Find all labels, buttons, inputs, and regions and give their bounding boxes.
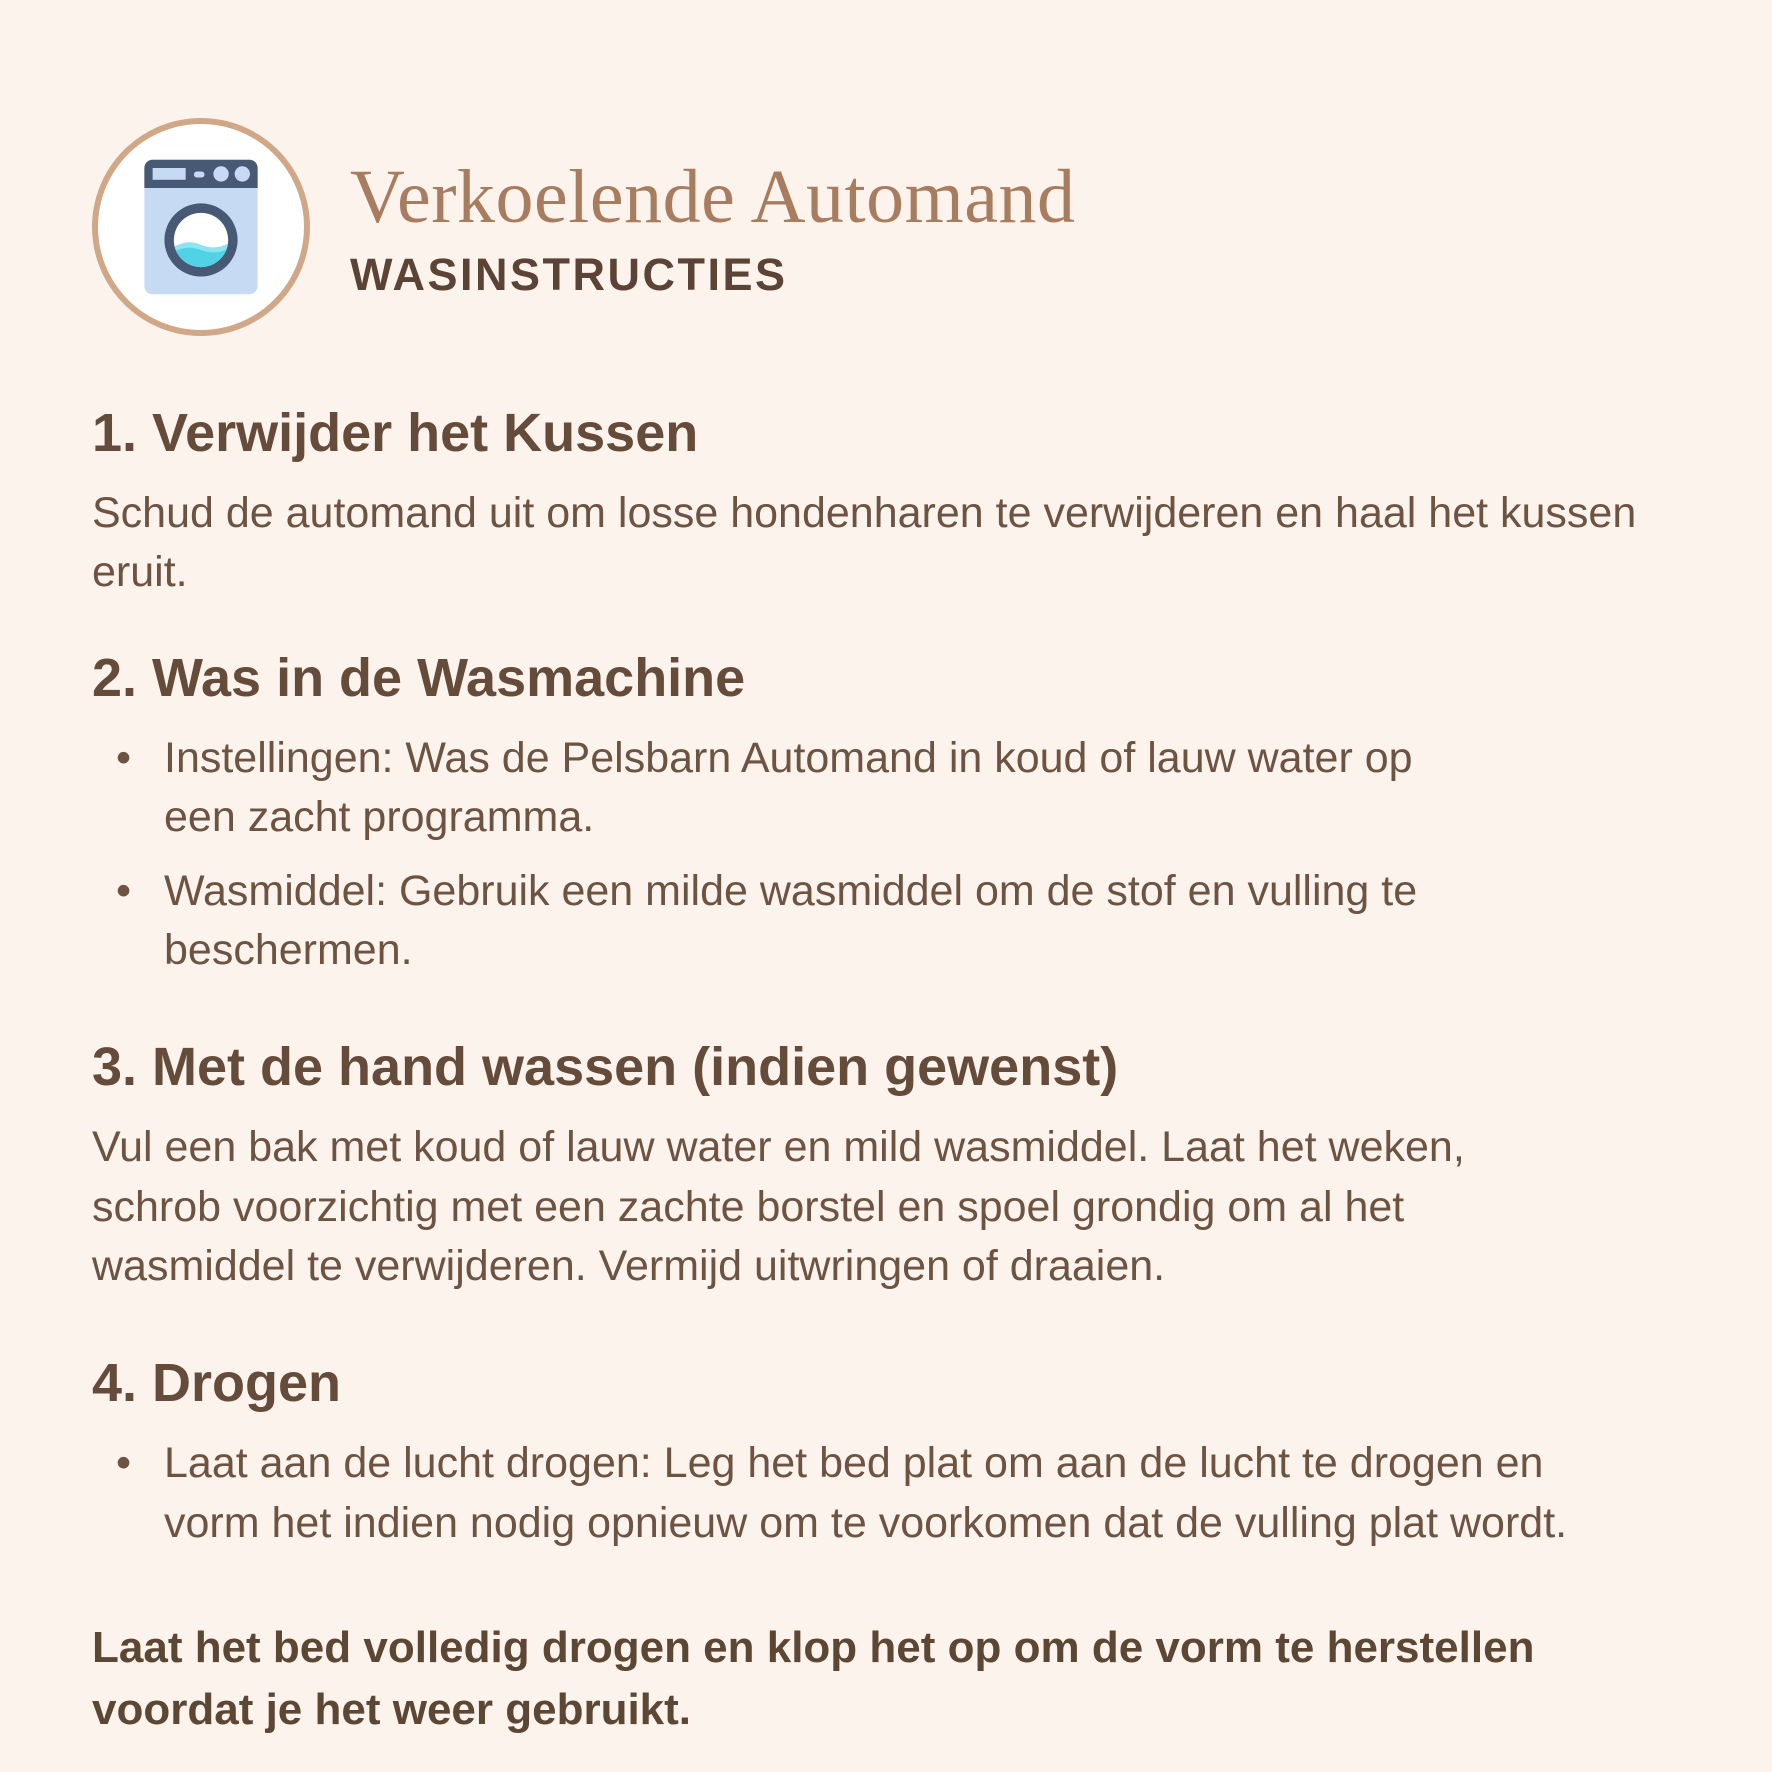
section-hand-wash [92,1036,1680,1296]
section-heading: 4. Drogen [92,1353,342,1414]
logo-badge [92,118,310,336]
section-drying [92,1352,1680,1553]
bullet-list [92,1434,1680,1553]
header [92,118,1680,336]
section-paragraph: Vul een bak met koud of lauw water en mild wasmiddel. Laat het weken, schrob voorzichtig met een zachte borstel en spoel grondig om al het wasmiddel te verwijderen. Vermijd uitwringen of draaien. [92,1123,1465,1290]
list-item: • Laat aan de lucht drogen: Leg het bed plat om aan de lucht te drogen en vorm het indien nodig opnieuw om te voorkomen dat de vulling plat wordt. [164,1434,1604,1553]
page-title: Verkoelende Automand [350,155,1076,239]
washing-machine-icon [142,157,260,297]
section-heading: 3. Met de hand wassen (indien gewenst) [92,1037,1119,1098]
section-heading: 1. Verwijder het Kussen [92,403,699,463]
bullet-list [92,729,1680,980]
list-item: • Wasmiddel: Gebruik een milde wasmiddel om de stof en vulling te beschermen. [164,862,1494,981]
section-heading: 2. Was in de Wasmachine [92,647,746,708]
title-block [350,153,1075,301]
section-paragraph: Schud de automand uit om losse hondenharen te verwijderen en haal het kussen eruit. [92,489,1637,597]
instructions-content [92,402,1680,1742]
section-machine-wash [92,647,1680,980]
page-subtitle: WASINSTRUCTIES [350,249,788,300]
section-remove-cushion [92,402,1680,603]
footer-note: Laat het bed volledig drogen en klop het op om de vorm te herstellen voordat je het weer gebruikt. [92,1622,1535,1735]
list-item: • Instellingen: Was de Pelsbarn Automand in koud of lauw water op een zacht programma. [164,729,1494,848]
